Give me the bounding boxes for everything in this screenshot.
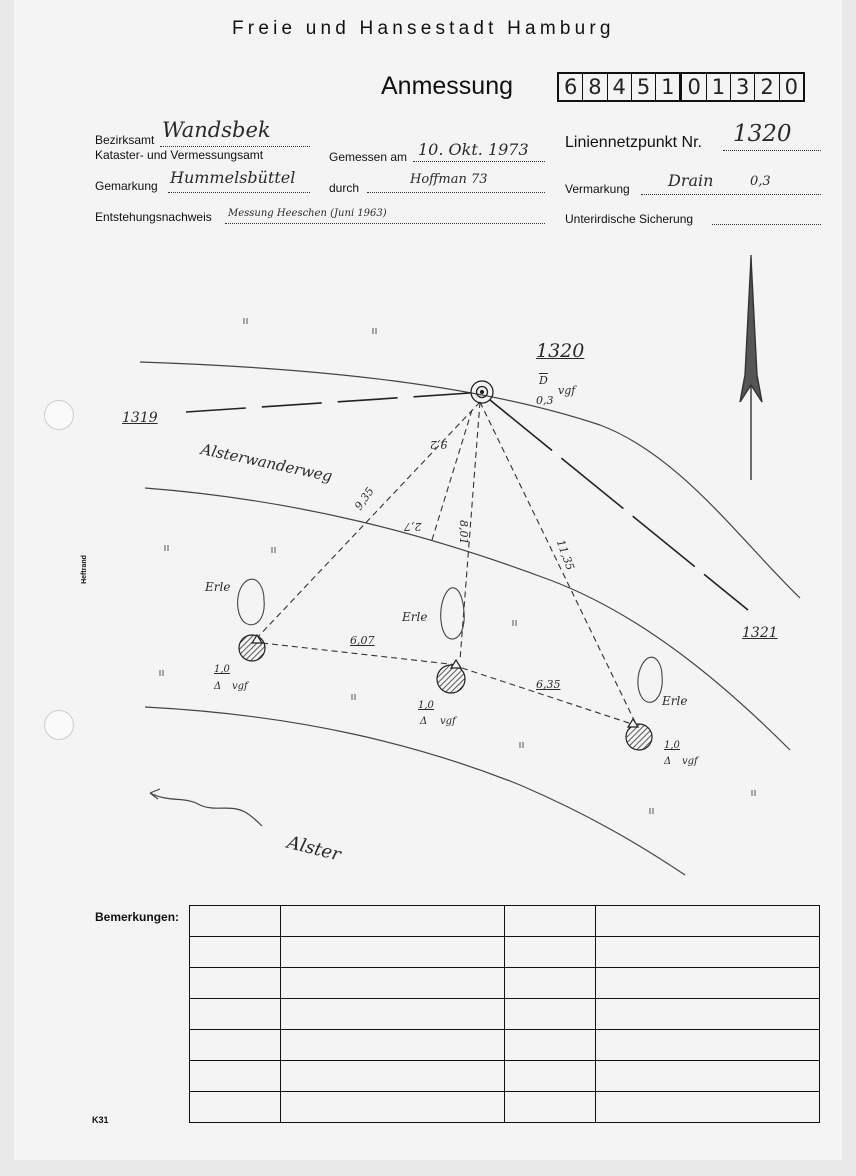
number-digit: 8 bbox=[583, 74, 607, 100]
river-flow-line bbox=[150, 793, 262, 826]
entstehung-label: Entstehungsnachweis bbox=[95, 210, 212, 224]
table-row bbox=[190, 906, 820, 937]
line-1319-1320 bbox=[186, 393, 470, 412]
distance-e: 6,35 bbox=[536, 678, 561, 691]
vermarkung-label: Vermarkung bbox=[565, 182, 630, 196]
point-1319-label: 1319 bbox=[122, 410, 158, 426]
number-digit: 4 bbox=[608, 74, 632, 100]
marker-3-note-2: Δ bbox=[664, 756, 672, 767]
authority-title: Freie und Hansestadt Hamburg bbox=[232, 18, 615, 39]
gemarkung-label: Gemarkung bbox=[95, 179, 158, 193]
tree-label-1: Erle bbox=[205, 580, 231, 594]
bezirksamt-value[interactable]: Wandsbek bbox=[162, 118, 271, 142]
marker-1-note-3: vgf bbox=[232, 681, 248, 692]
point-1320-label: 1320 bbox=[536, 340, 585, 362]
table-row bbox=[190, 999, 820, 1030]
number-digit: 0 bbox=[682, 74, 706, 100]
table-row bbox=[190, 1030, 820, 1061]
table-cell[interactable] bbox=[190, 1030, 281, 1061]
table-row bbox=[190, 1092, 820, 1123]
marker-2-note-1: 1,0 bbox=[418, 700, 434, 711]
number-digit: 1 bbox=[656, 74, 682, 100]
number-digit: 1 bbox=[707, 74, 731, 100]
marker-2 bbox=[437, 665, 465, 693]
distance-g: 2,7 bbox=[404, 520, 422, 533]
vermarkung-value[interactable]: Drain bbox=[668, 171, 714, 190]
table-cell[interactable] bbox=[596, 999, 820, 1030]
table-row bbox=[190, 937, 820, 968]
table-cell[interactable] bbox=[596, 968, 820, 999]
point-1320-note-3: vgf bbox=[558, 384, 576, 397]
path-edge-upper bbox=[140, 362, 800, 598]
north-arrow-icon bbox=[740, 255, 762, 480]
number-digit: 5 bbox=[632, 74, 656, 100]
table-cell[interactable] bbox=[281, 1061, 505, 1092]
marker-3 bbox=[626, 724, 652, 750]
table-cell[interactable] bbox=[596, 937, 820, 968]
path-name-label: Alsterwanderweg bbox=[199, 440, 334, 486]
table-cell[interactable] bbox=[190, 999, 281, 1030]
table-cell[interactable] bbox=[596, 1030, 820, 1061]
tree-icon-2 bbox=[441, 588, 465, 639]
durch-label: durch bbox=[329, 181, 360, 195]
remarks-label: Bemerkungen: bbox=[95, 910, 180, 924]
table-cell[interactable] bbox=[281, 906, 505, 937]
table-cell[interactable] bbox=[505, 968, 596, 999]
marker-1-note-2: Δ bbox=[214, 681, 222, 692]
gemessen-value[interactable]: 10. Okt. 1973 bbox=[418, 140, 529, 159]
distance-f: 9,2 bbox=[430, 438, 448, 451]
table-cell[interactable] bbox=[505, 999, 596, 1030]
kataster-label: Kataster- und Vermessungsamt bbox=[95, 148, 264, 162]
gemarkung-value[interactable]: Hummelsbüttel bbox=[170, 168, 296, 187]
entstehung-value[interactable]: Messung Heeschen (Juni 1963) bbox=[228, 208, 387, 219]
margin-label: Heftrand bbox=[80, 555, 88, 584]
table-cell[interactable] bbox=[505, 937, 596, 968]
survey-point-1320 bbox=[471, 381, 493, 403]
measure-line-e bbox=[462, 668, 632, 724]
marker-1-note-1: 1,0 bbox=[214, 664, 230, 675]
table-cell[interactable] bbox=[190, 968, 281, 999]
tree-icon-1 bbox=[238, 579, 265, 625]
vermarkung-value-2[interactable]: 0,3 bbox=[750, 174, 771, 189]
form-title: Anmessung bbox=[381, 72, 514, 100]
distance-d: 6,07 bbox=[350, 634, 375, 647]
triangle-icon-3 bbox=[628, 719, 638, 727]
remarks-table bbox=[189, 905, 820, 1123]
distance-c: 11,35 bbox=[553, 538, 577, 573]
distance-a: 9,35 bbox=[352, 484, 377, 513]
marker-3-note-3: vgf bbox=[682, 756, 698, 767]
riverbank bbox=[145, 707, 685, 875]
marker-2-note-2: Δ bbox=[420, 716, 428, 727]
distance-b: 8,01 bbox=[457, 520, 470, 545]
table-cell[interactable] bbox=[281, 968, 505, 999]
table-cell[interactable] bbox=[190, 1092, 281, 1123]
number-digit: 0 bbox=[784, 75, 798, 99]
marker-2-note-3: vgf bbox=[440, 716, 456, 727]
table-cell[interactable] bbox=[190, 1061, 281, 1092]
tree-label-3: Erle bbox=[662, 694, 688, 708]
table-cell[interactable] bbox=[505, 1061, 596, 1092]
table-cell[interactable] bbox=[596, 906, 820, 937]
table-cell[interactable] bbox=[505, 906, 596, 937]
point-1320-note-1: $\overline{D}$ bbox=[539, 374, 548, 387]
tree-icon-3 bbox=[638, 657, 662, 702]
punkt-value[interactable]: 1320 bbox=[733, 121, 792, 147]
gemessen-label: Gemessen am bbox=[329, 150, 408, 164]
table-cell[interactable] bbox=[190, 937, 281, 968]
table-cell[interactable] bbox=[596, 1092, 820, 1123]
table-cell[interactable] bbox=[596, 1061, 820, 1092]
marker-3-note-1: 1,0 bbox=[664, 740, 680, 751]
number-digit: 6 bbox=[559, 74, 583, 100]
number-digit: 2 bbox=[755, 74, 779, 100]
table-cell[interactable] bbox=[281, 1092, 505, 1123]
river-name-label: Alster bbox=[284, 832, 343, 866]
measure-line-c bbox=[480, 402, 635, 722]
unterirdisch-label: Unterirdische Sicherung bbox=[565, 212, 694, 226]
number-digit: 3 bbox=[731, 74, 755, 100]
table-cell[interactable] bbox=[190, 906, 281, 937]
form-code: K31 bbox=[92, 1115, 109, 1125]
point-1320-note-2: 0,3 bbox=[536, 394, 554, 407]
durch-value[interactable]: Hoffman 73 bbox=[410, 172, 488, 187]
table-row bbox=[190, 1061, 820, 1092]
bezirksamt-label: Bezirksamt bbox=[95, 133, 155, 147]
punkt-label: Liniennetzpunkt Nr. bbox=[565, 134, 702, 151]
marker-1 bbox=[239, 635, 265, 661]
table-row bbox=[190, 968, 820, 999]
table-cell[interactable] bbox=[281, 999, 505, 1030]
table-cell[interactable] bbox=[281, 937, 505, 968]
table-cell[interactable] bbox=[505, 1030, 596, 1061]
tree-label-2: Erle bbox=[402, 610, 428, 624]
table-cell[interactable] bbox=[505, 1092, 596, 1123]
river-flow-arrow bbox=[150, 789, 160, 799]
table-cell[interactable] bbox=[281, 1030, 505, 1061]
point-1321-label: 1321 bbox=[742, 625, 778, 641]
line-1320-1321 bbox=[490, 400, 748, 610]
